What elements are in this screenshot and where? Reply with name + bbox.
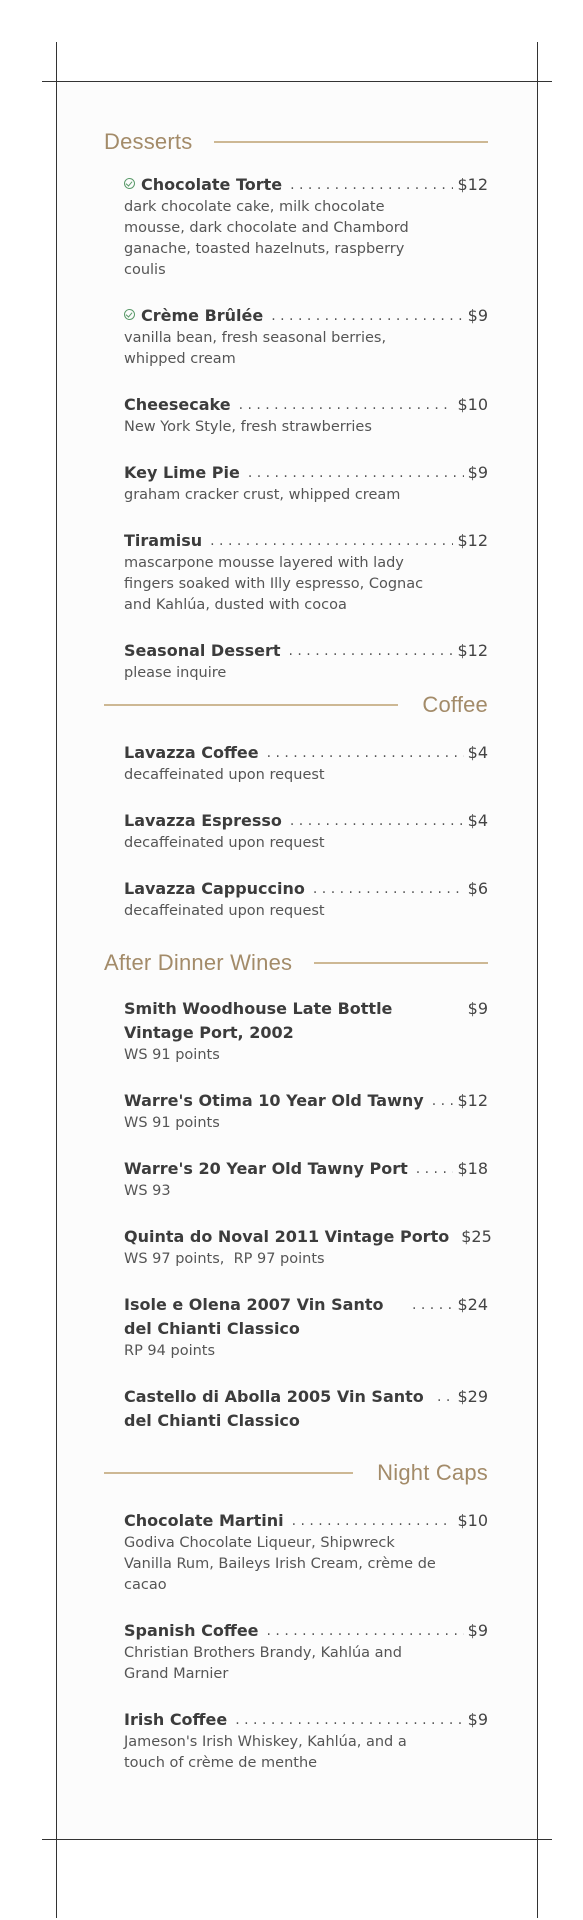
leader-dots — [239, 393, 454, 417]
menu-item — [124, 741, 488, 786]
item-description: WS 91 points — [124, 1047, 220, 1063]
leader-dots — [271, 304, 463, 328]
item-description: New York Style, fresh strawberries — [124, 419, 372, 435]
item-name: Warre's Otima 10 Year Old Tawny — [124, 1091, 424, 1110]
leader-dots — [210, 529, 453, 553]
item-description: Jameson's Irish Whiskey, Kahlúa, and a touch of crème de menthe — [124, 1734, 407, 1771]
item-description: vanilla bean, fresh seasonal berries, whipped cream — [124, 330, 387, 367]
item-price: $29 — [457, 1387, 488, 1406]
item-description: decaffeinated upon request — [124, 835, 325, 851]
item-price: $9 — [467, 463, 488, 482]
item-price: $18 — [457, 1159, 488, 1178]
section-title: Coffee — [422, 692, 488, 717]
item-price: $10 — [457, 395, 488, 414]
item-price: $24 — [457, 1295, 488, 1314]
menu-item — [124, 529, 488, 616]
item-name: Quinta do Noval 2011 Vintage Porto — [124, 1227, 450, 1246]
leader-dots — [416, 1157, 454, 1181]
item-description: WS 93 — [124, 1183, 171, 1199]
item-name: Chocolate Torte — [141, 175, 283, 194]
item-price: $4 — [467, 811, 488, 830]
item-name: Cheesecake — [124, 395, 231, 414]
item-description: dark chocolate cake, milk chocolate mousse, dark chocolate and Chambord ganache, toasted hazelnuts, raspberry coulis — [124, 199, 409, 278]
menu-item — [124, 173, 488, 281]
section-night-caps — [104, 1458, 488, 1797]
leader-dots — [235, 1708, 463, 1732]
item-name: Lavazza Coffee — [124, 743, 259, 762]
menu-item — [124, 393, 488, 438]
item-name: Isole e Olena 2007 Vin Santo del Chianti Classico — [124, 1295, 384, 1338]
menu-item — [124, 1157, 488, 1202]
item-price: $9 — [467, 999, 488, 1018]
section-title: Desserts — [104, 129, 193, 154]
item-price: $4 — [467, 743, 488, 762]
vegetarian-icon — [124, 178, 135, 189]
menu-item — [124, 639, 488, 684]
item-price: $12 — [457, 1091, 488, 1110]
menu-item — [124, 1708, 488, 1774]
section-divider — [104, 1472, 353, 1474]
item-price: $12 — [457, 175, 488, 194]
section-title: Night Caps — [377, 1460, 488, 1485]
item-description: WS 91 points — [124, 1115, 220, 1131]
item-price: $25 — [461, 1227, 492, 1246]
item-price: $9 — [467, 306, 488, 325]
menu-item — [124, 1385, 488, 1433]
leader-dots — [292, 1509, 454, 1533]
right-border-line — [537, 42, 538, 1918]
item-description: Christian Brothers Brandy, Kahlúa and Grand Marnier — [124, 1645, 402, 1682]
leader-dots — [290, 809, 464, 833]
leader-dots — [248, 461, 464, 485]
item-price: $6 — [467, 879, 488, 898]
leader-dots — [437, 1385, 453, 1409]
item-name: Lavazza Espresso — [124, 811, 282, 830]
item-name: Smith Woodhouse Late Bottle Vintage Port, 2002 — [124, 999, 393, 1042]
item-description: mascarpone mousse layered with lady fingers soaked with Illy espresso, Cognac and Kahlúa, dusted with cocoa — [124, 555, 424, 613]
menu-item — [124, 304, 488, 370]
item-name: Chocolate Martini — [124, 1511, 284, 1530]
item-description: Godiva Chocolate Liqueur, Shipwreck Vanilla Rum, Baileys Irish Cream, crème de cacao — [124, 1535, 436, 1593]
item-price: $12 — [457, 531, 488, 550]
menu-item — [124, 1509, 488, 1596]
section-header — [104, 1458, 488, 1488]
item-name: Tiramisu — [124, 531, 203, 550]
section-after-dinner-wines — [104, 948, 492, 1456]
section-divider — [314, 962, 488, 964]
section-coffee — [104, 690, 488, 945]
item-price: $10 — [457, 1511, 488, 1530]
item-name: Crème Brûlée — [141, 306, 264, 325]
item-name: Spanish Coffee — [124, 1621, 259, 1640]
item-description: decaffeinated upon request — [124, 903, 325, 919]
item-name: Irish Coffee — [124, 1710, 228, 1729]
item-description: RP 94 points — [124, 1343, 216, 1359]
item-name: Key Lime Pie — [124, 463, 240, 482]
item-description: graham cracker crust, whipped cream — [124, 487, 401, 503]
section-divider — [104, 704, 398, 706]
leader-dots — [267, 741, 464, 765]
menu-item — [124, 461, 488, 506]
leader-dots — [289, 639, 454, 663]
section-header — [104, 690, 488, 720]
item-price: $9 — [467, 1621, 488, 1640]
menu-item — [124, 1225, 492, 1270]
leader-dots — [432, 1089, 454, 1113]
vegetarian-icon — [124, 309, 135, 320]
item-name: Seasonal Dessert — [124, 641, 281, 660]
item-price: $12 — [457, 641, 488, 660]
item-name: Lavazza Cappuccino — [124, 879, 305, 898]
item-name: Castello di Abolla 2005 Vin Santo del Chianti Classico — [124, 1387, 424, 1430]
section-divider — [214, 141, 488, 143]
menu-item — [124, 1619, 488, 1685]
menu-item — [124, 1089, 488, 1134]
item-description: WS 97 points, RP 97 points — [124, 1251, 325, 1267]
item-description: decaffeinated upon request — [124, 767, 325, 783]
section-desserts — [104, 127, 488, 707]
leader-dots — [313, 877, 464, 901]
menu-item — [124, 809, 488, 854]
item-price: $9 — [467, 1710, 488, 1729]
section-header — [104, 127, 488, 157]
leader-dots — [412, 1293, 453, 1317]
menu-item — [124, 877, 488, 922]
menu-item — [124, 997, 488, 1066]
bottom-border-line — [42, 1839, 552, 1840]
item-description: please inquire — [124, 665, 227, 681]
item-name: Warre's 20 Year Old Tawny Port — [124, 1159, 408, 1178]
leader-dots — [290, 173, 453, 197]
section-title: After Dinner Wines — [104, 950, 293, 975]
leader-dots — [267, 1619, 464, 1643]
section-header — [104, 948, 488, 978]
menu-item — [124, 1293, 488, 1362]
